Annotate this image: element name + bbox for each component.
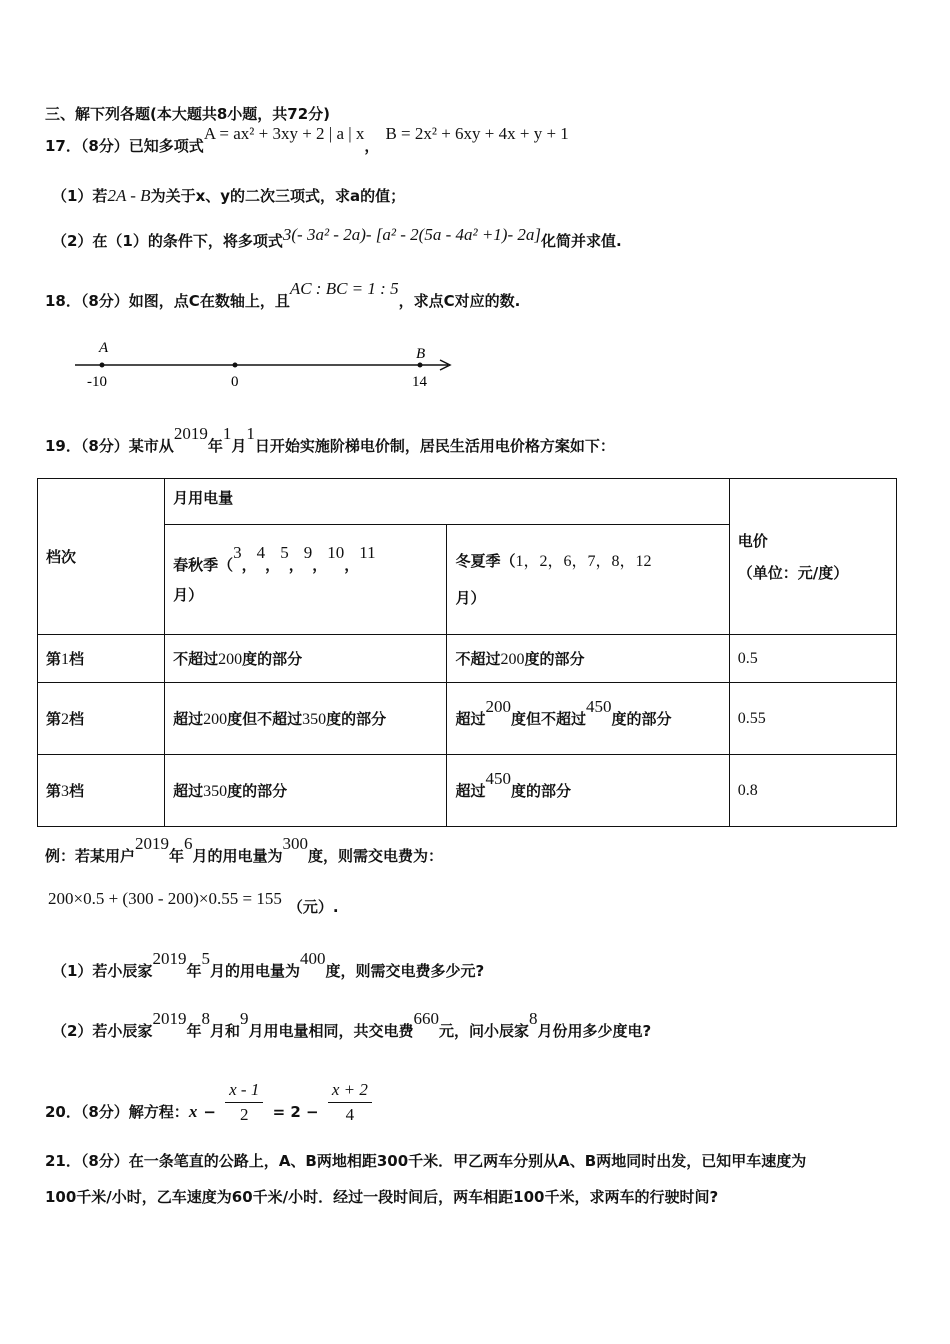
q20-minus: − [203,1103,216,1121]
question-19 [45,424,615,456]
q17-prefix: 17．（8分）已知多项式 [45,137,204,155]
spring-month: 5 [280,542,289,562]
tier-1-price: 0.5 [729,635,896,683]
spring-pre: 春秋季（ [173,555,234,574]
tier-2: 第2档 [38,683,165,755]
tier-1-summer: 不超过200度的部分 [447,635,729,683]
q19-part2 [52,1009,652,1041]
q17-part1 [52,185,405,206]
summer-months: 1，2，6，7，8，12 [515,553,652,570]
q19-p2-year: 2019 [152,1009,187,1028]
tier-3-spring: 超过350度的部分 [165,755,447,827]
table-row [38,635,897,683]
header-price-unit: （单位：元/度） [737,563,849,582]
example-t2: 月的用电量为 [192,847,283,865]
question-21-line-1: 21．（8分）在一条笔直的公路上，A、B两地相距300千米．甲乙两车分别从A、B两地同时出发，已知甲车速度为 [45,1152,807,1170]
number-line [70,335,470,395]
tier-1: 第1档 [38,635,165,683]
spring-month: 10 [327,542,345,562]
q19-p2-post: 月份用多少度电? [537,1022,652,1040]
question-17 [45,124,569,156]
tier-2-spring: 超过200度但不超过350度的部分 [165,683,447,755]
q17-part2 [52,225,622,251]
q20-num2: x + 2 [328,1080,372,1103]
header-summer [447,525,729,635]
tick-b: 14 [412,374,427,390]
q19-p2-pre: （2）若小辰家 [52,1022,153,1040]
spring-month: 4 [256,542,266,562]
q20-eq: = 2 − [272,1103,319,1121]
example-line [45,834,444,866]
header-price-label: 电价 [737,531,768,550]
q19-t1: 年 [207,437,223,455]
q19-p2-m2: 9 [239,1009,249,1028]
spring-month: 11 [359,542,376,562]
q20-den1: 2 [239,1105,249,1124]
header-price [729,479,896,635]
q17-p1-expr: 2A - B [107,186,151,205]
q17-p1-post: 为关于x、y的二次三项式，求a的值； [150,187,406,205]
question-18 [45,279,521,311]
example-calc: 200×0.5 + (300 - 200)×0.55 = 155 [48,889,282,908]
header-spring: 春秋季（3，4，5，9，10，11 月） [165,525,447,635]
q19-t2: 月 [231,437,247,455]
tier-3-summer: 超过450度的部分 [447,755,729,827]
q19-p1-post: 度，则需交电费多少元? [325,962,485,980]
q19-p1-month: 5 [201,949,210,968]
q20-fraction-1 [225,1080,263,1125]
q19-month: 1 [222,424,232,443]
tier-1-spring: 不超过200度的部分 [165,635,447,683]
q19-year: 2019 [173,424,208,443]
q20-den2: 4 [345,1105,355,1124]
q20-x: x [188,1102,198,1121]
q19-day: 1 [246,424,255,443]
q17-p2-expr: 3(- 3a² - 2a)- [a² - 2(5a - 4a² +1)- 2a] [282,225,541,244]
q17-p1-pre: （1）若 [52,187,108,205]
summer-pre: 冬夏季（ [455,552,516,570]
q18-expr: AC : BC = 1 : 5 [289,279,399,298]
q20-prefix: 20．（8分）解方程： [45,1103,189,1121]
tick-a: -10 [87,374,107,390]
question-20 [45,1080,376,1135]
q19-p2-m1: 8 [201,1009,210,1028]
q17-p2-post: 化简并求值. [541,232,622,250]
tick-0: 0 [231,374,239,390]
example-calc-line [48,888,339,916]
q19-p2-t1: 年 [186,1022,202,1040]
header-usage: 月用电量 [165,479,730,525]
q19-p1-pre: （1）若小辰家 [52,962,153,980]
point-origin [233,363,238,368]
q19-p1-amount: 400 [299,949,326,968]
q20-fraction-2 [328,1080,372,1125]
label-a: A [99,340,109,356]
q17-expr-a: A = ax² + 3xy + 2 | a | x [203,124,365,143]
q18-prefix: 18．（8分）如图，点C在数轴上，且 [45,292,290,310]
q19-p1-t2: 月的用电量为 [209,962,300,980]
q17-p2-pre: （2）在（1）的条件下，将多项式 [52,232,283,250]
tier-2-summer: 超过200度但不超过450度的部分 [447,683,729,755]
example-year: 2019 [135,834,170,853]
point-b [418,363,423,368]
example-pre: 例：若某用户 [45,847,136,865]
tier-3: 第3档 [38,755,165,827]
q19-p2-t2: 月和 [209,1022,240,1040]
table-row [38,683,897,755]
label-b: B [416,346,426,362]
point-a [100,363,105,368]
example-unit: （元）. [287,898,339,916]
q19-p2-fee: 660 [413,1009,439,1028]
example-post: 度，则需交电费为： [308,847,444,865]
section-title: 三、解下列各题(本大题共8小题，共72分) [45,105,331,123]
tier-3-price: 0.8 [729,755,896,827]
q19-p1-year: 2019 [152,949,187,968]
q20-num1: x - 1 [225,1080,263,1103]
table-row [38,755,897,827]
question-21-line-2: 100千米/小时，乙车速度为60千米/小时．经过一段时间后，两车相距100千米，求两车的行驶时间? [45,1188,719,1206]
tier-2-price: 0.55 [729,683,896,755]
q19-p2-t4: 元，问小辰家 [439,1022,530,1040]
q19-p1-t1: 年 [186,962,202,980]
q19-prefix: 19．（8分）某市从 [45,437,174,455]
example-t1: 年 [169,847,185,865]
example-amount: 300 [282,834,309,853]
example-month: 6 [184,834,193,853]
q17-sep: ， [364,137,380,155]
summer-post: 月） [455,589,486,607]
q19-post: 日开始实施阶梯电价制，居民生活用电价格方案如下： [254,437,615,455]
spring-month: 3 [233,542,242,562]
spring-month: 9 [303,542,313,562]
spring-post: 月） [173,585,204,604]
q18-post: ，求点C对应的数. [398,292,521,310]
price-table [37,478,897,827]
q19-p2-m3: 8 [529,1009,538,1028]
header-tier: 档次 [38,479,165,635]
q17-expr-b: B = 2x² + 6xy + 4x + y + 1 [385,124,569,143]
q19-part1 [52,949,485,981]
q19-p2-t3: 月用电量相同，共交电费 [248,1022,414,1040]
